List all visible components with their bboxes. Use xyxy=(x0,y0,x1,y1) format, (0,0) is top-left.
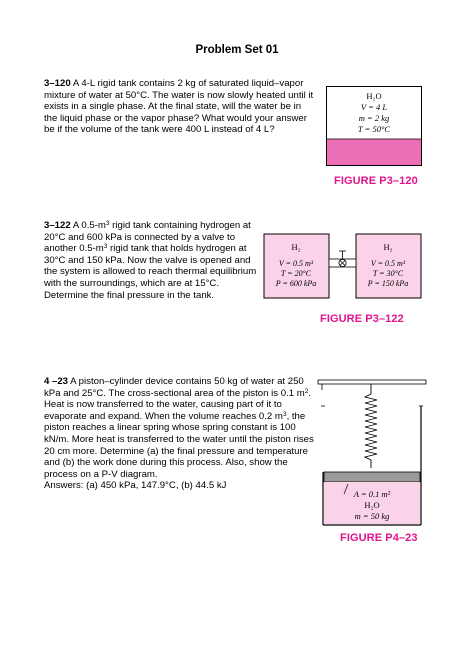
problem-number: 3–120 xyxy=(44,78,71,89)
left-tank-volume: V = 0.5 m³ xyxy=(278,259,314,268)
figure-p3-122-tanks xyxy=(263,233,423,299)
tank-substance-label: H₂O xyxy=(366,91,382,101)
left-tank-temperature: T = 20°C xyxy=(280,269,312,278)
page-title: Problem Set 01 xyxy=(195,44,279,56)
figure-p4-23-label: FIGURE P4–23 xyxy=(340,532,418,544)
left-tank-gas: H₂ xyxy=(291,242,301,252)
figure-p3-122-label: FIGURE P3–122 xyxy=(320,313,404,325)
right-tank-volume: V = 0.5 m³ xyxy=(370,259,406,268)
problem-number: 4 –23 xyxy=(44,376,69,387)
problem-3-122-text: 3–122 A $0.5-m^3$ rigid tank containing hydrogen at 20°C and 600 kPa is connected by a valve to another $0.5-m^3$ rigid tank that holds hydrogen at 30°C and 150 kPa. Now the valve is opened and the system is allowed to reach thermal equilibrium with the surroundings, which are at 15°C. Determine the final pressure in the tank. xyxy=(44,220,257,301)
problem-number: 3–122 xyxy=(44,220,71,231)
figure-p3-120-tank xyxy=(326,86,422,166)
piston xyxy=(324,472,420,482)
right-tank-gas: H₂ xyxy=(383,242,393,252)
tank-temperature-label: T = 50°C xyxy=(357,124,391,134)
right-tank-pressure: P = 150 kPa xyxy=(367,279,409,288)
figure-p4-23-piston-cylinder xyxy=(312,376,436,526)
tank-mass-label: m = 2 kg xyxy=(358,113,390,123)
tank-volume-label: V = 4 L xyxy=(360,102,388,112)
piston-area-label: A = 0.1 m² xyxy=(353,489,391,499)
problem-3-120-text: 3–120 A 4-L rigid tank contains 2 kg of saturated liquid–vapor mixture of water at 50°C. The water is now slowly heated until it exists in a single phase. At the final state, will the water be in the liquid phase or the vapor phase? What would your answer be if the volume of the tank were 400 L instead of 4 L? xyxy=(44,78,314,136)
cylinder-substance-label: H₂O xyxy=(364,500,380,510)
spring-icon xyxy=(365,384,377,468)
problem-4-23-text: 4 –23 A piston–cylinder device contains 50 kg of water at 250 kPa and 25°C. The cross-sectional area of the piston is 0.1 $m^2$. Heat is now transferred to the water, causing part of it to evaporate and expand. When the volume reaches 0.2 $m^3$, the piston reaches a linear spring whose spring constant is 100 kN/m. More heat is transferred to the water until the piston rises 20 cm more. Determine (a) the final pressure and temperature and (b) the work done during this process. Also, show the process on a P-V diagram. Answers: (a) 450 kPa, 147.9°C, (b) 44.5 kJ xyxy=(44,376,314,492)
left-tank-pressure: P = 600 kPa xyxy=(275,279,317,288)
right-tank-temperature: T = 30°C xyxy=(372,269,404,278)
cylinder-mass-label: m = 50 kg xyxy=(354,511,390,521)
figure-p3-120-label: FIGURE P3–120 xyxy=(334,175,418,187)
